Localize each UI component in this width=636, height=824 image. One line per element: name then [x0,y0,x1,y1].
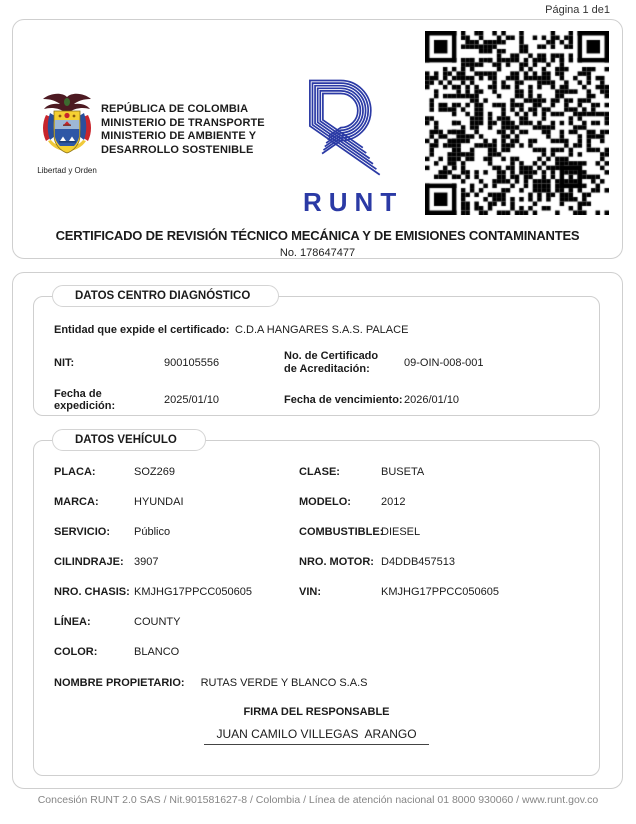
entidad-label: Entidad que expide el certificado: [54,324,230,336]
section-datos-centro-diagnostico [33,290,600,416]
modelo-label: MODELO: [299,496,351,508]
runt-wordmark: RUNT [303,187,404,217]
vencimiento-value: 2026/01/10 [404,394,460,406]
certificate-title: CERTIFICADO DE REVISIÓN TÉCNICO MECÁNICA Y DE EMISIONES CONTAMINANTES [55,228,580,243]
chasis-label: NRO. CHASIS: [54,586,130,598]
runt-logo [299,74,404,218]
signature-name: JUAN CAMILO VILLEGAS ARANGO [204,727,428,745]
coat-of-arms-motto: Libertad y Orden [37,166,97,175]
acreditacion-label: No. de Certificado de Acreditación: [284,350,379,375]
field-propietario [54,677,599,689]
ministry-line: REPÚBLICA DE COLOMBIA [101,103,249,115]
signature-block [34,706,599,745]
servicio-label: SERVICIO: [54,526,111,538]
runt-r-icon [303,74,385,178]
modelo-value: 2012 [381,496,406,508]
ministry-text [101,103,265,157]
colombia-coat-of-arms [37,93,97,175]
expedicion-value: 2025/01/10 [164,394,220,406]
ministry-line: MINISTERIO DE TRANSPORTE [101,116,265,129]
section-title-pill: DATOS VEHÍCULO [52,429,206,451]
field-row-fechas [54,388,599,412]
motor-label: NRO. MOTOR: [299,556,374,568]
clase-label: CLASE: [299,466,340,478]
servicio-value: Público [134,526,171,538]
certificate-body-box [12,272,623,789]
chasis-value: KMJHG17PPCC050605 [134,586,253,598]
propietario-value: RUTAS VERDE Y BLANCO S.A.S [200,677,368,689]
marca-label: MARCA: [54,496,99,508]
ministry-line: DESARROLLO SOSTENIBLE [101,143,254,156]
expedicion-label: Fecha de expedición: [54,388,116,412]
coat-of-arms-icon [38,93,96,159]
page-number: Página 1 de1 [545,4,610,16]
section-datos-vehiculo [33,434,600,776]
section-title-pill: DATOS CENTRO DIAGNÓSTICO [52,285,279,307]
propietario-label: NOMBRE PROPIETARIO: [54,677,185,689]
linea-label: LÍNEA: [54,616,91,628]
linea-value: COUNTY [134,616,181,628]
nit-value: 900105556 [164,357,220,369]
vin-label: VIN: [299,586,321,598]
color-label: COLOR: [54,646,98,658]
placa-label: PLACA: [54,466,96,478]
vencimiento-label: Fecha de vencimiento: [284,394,403,406]
footer-text: Concesión RUNT 2.0 SAS / Nit.901581627-8 / Colombia / Línea de atención nacional 01 8000 930060 / www.runt.gov.co [37,794,599,806]
motor-value: D4DDB457513 [381,556,455,568]
vehicle-fields-grid [54,466,599,658]
ministry-line: MINISTERIO DE AMBIENTE Y [101,130,257,143]
entidad-value: C.D.A HANGARES S.A.S. PALACE [235,324,409,336]
cilindraje-value: 3907 [134,556,159,568]
header-box [12,19,623,259]
acreditacion-value: 09-OIN-008-001 [404,357,484,369]
certificate-number: No. 178647477 [279,247,356,259]
clase-value: BUSETA [381,466,425,478]
marca-value: HYUNDAI [134,496,184,508]
combustible-label: COMBUSTIBLE: [299,526,384,538]
field-entidad [54,324,599,336]
placa-value: SOZ269 [134,466,175,478]
combustible-value: DIESEL [381,526,421,538]
field-row-nit-acreditacion [54,350,599,376]
qr-code-icon [425,31,609,215]
vin-value: KMJHG17PPCC050605 [381,586,500,598]
cilindraje-label: CILINDRAJE: [54,556,124,568]
color-value: BLANCO [134,646,180,658]
nit-label: NIT: [54,357,75,369]
signature-title: FIRMA DEL RESPONSABLE [243,706,390,718]
